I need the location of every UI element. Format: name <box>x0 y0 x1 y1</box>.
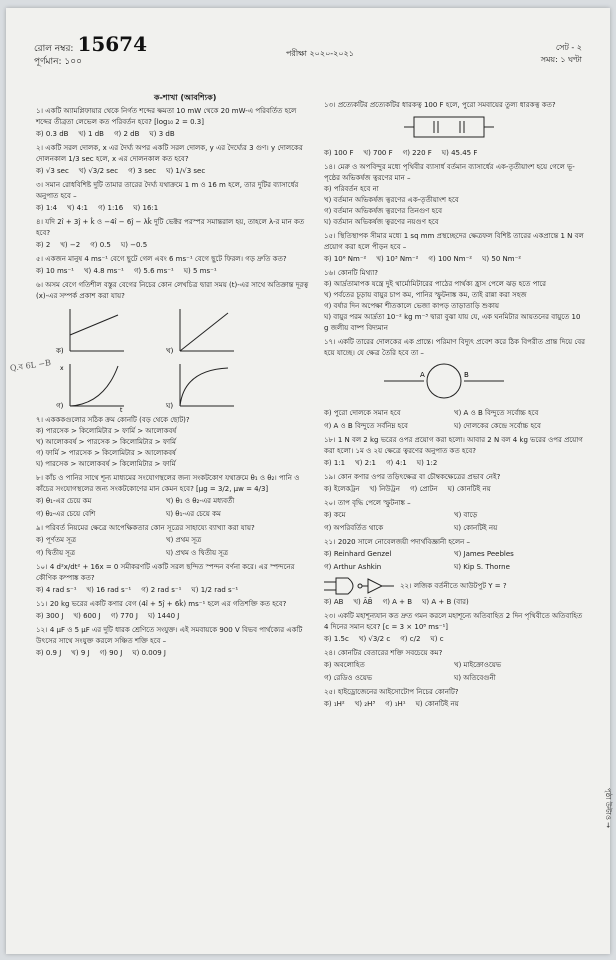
option: ক) পরিবর্তন হবে না <box>324 185 379 193</box>
options <box>324 660 586 684</box>
option: ঘ) 3 dB <box>149 130 175 138</box>
option: গ) 2 dB <box>113 130 140 138</box>
option: খ) 4:1 <box>67 204 88 212</box>
header-right <box>541 42 582 66</box>
option: গ) দ্বিতীয় সূত্র <box>36 549 76 557</box>
question-25: ২৫। হাইড্রোজেনের আইসোটোপ নিচের কোনটি? ক) ₁H² খ) ₂H³ গ) ₁H¹ ঘ) কোনটিই নয় <box>324 687 586 710</box>
options <box>36 496 312 520</box>
option: ক) পূর্ণতম সূত্র <box>36 536 76 544</box>
option: ঘ) 0.009 J <box>132 649 166 657</box>
option: ক) Reinhard Genzel <box>324 550 392 558</box>
option: গ) 220 F <box>402 149 432 157</box>
options <box>36 611 312 622</box>
option: ঘ) বর্তমান অভিকর্ষজ ত্বরণের নয়গুণ হবে <box>324 218 439 226</box>
capacitor-circuit-diagram <box>404 113 494 141</box>
question-8: ৮। কাঁচ ও পানির সাথে শূন্য মাধ্যমের সংযোগস্থলের জন্য সংকটকোণ যথাক্রমে θ₁ ও θ₂। পানি ও কাঁচের সংযোগস্থলের জন্য সংকটকোণের মান কেমন হবে? [μg = 3/2, μw = 4/3] ক) θ₁-এর চেয়ে কম খ) θ₁ ও θ₂-এর মধ্যবর্তী গ) θ₂-এর চেয়ে বেশি ঘ) θ₁-এর চেয়ে কম <box>36 473 312 520</box>
option-label: খ) <box>166 347 174 355</box>
option: ক) 0.9 J <box>36 649 62 657</box>
options <box>36 585 312 596</box>
option: ঘ) কোনটিই নয় <box>415 700 459 708</box>
options <box>324 484 586 495</box>
option: গ) 0.5 <box>90 241 111 249</box>
option: ঘ) কোনটিই নয় <box>454 524 498 532</box>
option: খ) 4.8 ms⁻¹ <box>83 267 124 275</box>
option: গ) অপরিবর্তিত থাকে <box>324 524 384 532</box>
wire-loop-diagram <box>384 361 504 401</box>
option: খ) θ₁ ও θ₂-এর মধ্যবর্তী <box>166 497 235 505</box>
option: গ) বর্ষার দিন অপেক্ষা শীতকালে ভেজা কাপড় তাড়াতাড়ি শুকায় <box>324 302 499 310</box>
option: গ) 1:16 <box>97 204 124 212</box>
question-18: ১৮। 1 N বল 2 kg ভরের ওপর প্রয়োগ করা হলো। আবার 2 N বল 4 kg ভরের ওপর প্রয়োগ করা হলো। ১ম ও ২য় ক্ষেত্রে ত্বরণের অনুপাত কত হবে? ক) 1:1 খ) 2:1 গ) 4:1 ঘ) 1:2 <box>324 435 586 469</box>
question-10: ১০। 4 d²x/dt² + 16x = 0 সমীকরণটি একটি সরল ছন্দিত স্পন্দন বর্ণনা করে। এর স্পন্দনের কৌণিক কম্পাঙ্ক কত? ক) 4 rad s⁻¹ খ) 16 rad s⁻¹ গ) 2 rad s⁻¹ ঘ) 1/2 rad s⁻¹ <box>36 562 312 596</box>
question-17: ১৭। একটি তারের দোলকের এক প্রান্তে। পরিমাণ বিদ্যুৎ প্রবেশ করে ঠিক বিপরীত প্রান্ত দিয়ে বের হয়ে যাচ্ছে। যে ক্ষেত্র তৈরি হবে তা – A B ক) পুরো দোলকে সমান হবে খ) A ও B বিন্দুতে সর্বোচ্চ হবে গ) A ও B বিন্দুতে সর্বনিম্ন হবে ঘ) দোলকের কেন্দ্রে সর্বোচ্চ হবে <box>324 338 585 430</box>
option: খ) 600 J <box>73 612 101 620</box>
question-11: ১১। 20 kg ভরের একটি কণার বেগ (4î + 5ĵ + 6k̂) ms⁻¹ হলে এর গতিশক্তি কত হবে? ক) 300 J খ) 600 J গ) 770 J ঘ) 1440 J <box>36 599 312 622</box>
option: খ) বাড়ে <box>454 511 478 519</box>
option: ক) ইলেকট্রন <box>324 485 360 493</box>
options <box>324 597 586 608</box>
graph-option-d <box>166 360 236 412</box>
graph-option-b <box>166 305 236 357</box>
right-column <box>324 100 586 713</box>
option: ক) 1:1 <box>324 459 346 467</box>
question-22 <box>324 576 586 608</box>
option: খ) −2 <box>60 241 81 249</box>
option: খ) 16 rad s⁻¹ <box>86 586 132 594</box>
axis-label-t: t <box>120 407 123 414</box>
question-5: ৫। একজন মানুষ 4 ms⁻¹ বেগে ছুটে গেল এবং 6 ms⁻¹ বেগে ছুটে ফিরল। গড় দ্রুতি কত? ক) 10 ms⁻¹ খ) 4.8 ms⁻¹ গ) 5.6 ms⁻¹ ঘ) 5 ms⁻¹ <box>36 254 312 277</box>
option: ক) 0.3 dB <box>36 130 69 138</box>
option-label: ক) <box>56 347 64 355</box>
option: ঘ) পারসেক > আলোকবর্ষ > কিলোমিটার > ফার্মি <box>36 460 176 468</box>
option: গ) 5.6 ms⁻¹ <box>133 267 174 275</box>
option: ঘ) −0.5 <box>120 241 148 249</box>
option: গ) A ও B বিন্দুতে সর্বনিম্ন হবে <box>324 422 408 430</box>
exam-title: পরীক্ষা ২০২০-২০২১ <box>286 49 354 58</box>
question-9: ৯। পরিবর্ত নিয়মের ক্ষেত্রে আপেক্ষিকতার কোন সূত্রের সাহায্যে ব্যাখ্যা করা যায়? ক) পূর্ণতম সূত্র খ) প্রথম সূত্র গ) দ্বিতীয় সূত্র ঘ) প্রথম ও দ্বিতীয় সূত্র <box>36 523 312 559</box>
question-12: ১২। 4 μF ও 5 μF এর দুটি ধারক শ্রেণিতে সংযুক্ত। এই সমবায়কে 900 V বিভব পার্থক্যের একটি উৎসের সাথে সংযুক্ত করলে সঞ্চিত শক্তি হবে – ক) 0.9 J খ) 9 J গ) 90 J ঘ) 0.009 J <box>36 625 312 659</box>
option: গ) 770 J <box>110 612 138 620</box>
option: ঘ) দোলকের কেন্দ্রে সর্বোচ্চ হবে <box>454 422 541 430</box>
question-19: ১৯। কোন কণার ওপর তড়িৎক্ষেত্র বা চৌম্বকক্ষেত্রের প্রভাব নেই? ক) ইলেকট্রন খ) নিউট্রন গ) প্রোটন ঘ) কোনটিই নয় <box>324 472 586 495</box>
option: ক) θ₁-এর চেয়ে কম <box>36 497 92 505</box>
option: গ) 100 Nm⁻² <box>428 255 473 263</box>
option: খ) James Peebles <box>454 550 514 558</box>
option: ক) অবলোহিত <box>324 661 365 669</box>
option: ক) 300 J <box>36 612 64 620</box>
option: খ) √3/2 sec <box>78 167 119 175</box>
question-15: ১৫। স্থিতিস্থাপক সীমার মধ্যে 1 sq mm প্রস্থচ্ছেদের ক্ষেত্রফল বিশিষ্ট তারের একপ্রান্তে 1 N বল প্রয়োগ করা হলে পীড়ন হবে – ক) 10⁶ Nm⁻² খ) 10³ Nm⁻² গ) 100 Nm⁻² ঘ) 50 Nm⁻² <box>324 231 586 265</box>
point-b-label: B <box>464 371 469 379</box>
option: ক) আর্দ্রতামাপক যন্ত্রে দুই থার্মোমিটারের পাঠের পার্থক্য হ্রাস পেলে ঝড় হতে পারে <box>324 280 547 288</box>
option: ঘ) 16:1 <box>133 204 159 212</box>
option: ঘ) 1440 J <box>147 612 180 620</box>
question-14: ১৪। মেরু ও অপবিন্দুর মধ্যে পৃথিবীর ব্যাসার্ধ বর্তমান ব্যাসার্ধের এক-তৃতীয়াংশ হয়ে গেলে ভূ-পৃষ্ঠের অভিকর্ষজ ত্বরণের মান – ক) পরিবর্তন হবে না খ) বর্তমান অভিকর্ষজ ত্বরণের এক-তৃতীয়াংশ হবে গ) বর্তমান অভিকর্ষজ ত্বরণের তিনগুণ হবে ঘ) বর্তমান অভিকর্ষজ ত্বরণের নয়গুণ হবে <box>324 162 586 228</box>
option: খ) 2:1 <box>355 459 376 467</box>
option: ক) 1.5c <box>324 635 349 643</box>
options <box>36 203 312 214</box>
option: খ) নিউট্রন <box>369 485 400 493</box>
option: খ) 1 dB <box>78 130 104 138</box>
option: খ) 700 F <box>363 149 393 157</box>
set-label: সেট - ২ <box>555 43 582 52</box>
options <box>324 699 586 710</box>
graph-options-row-1 <box>56 305 312 357</box>
option: ক) কমে <box>324 511 346 519</box>
roll-label: রোল নম্বর: <box>34 44 74 54</box>
graph-option-a <box>56 305 126 357</box>
option: ক) 2 <box>36 241 51 249</box>
question-23: ২৩। একটি মহাশূন্যযান কত দ্রুত গমন করলে মহাশূন্যে অতিবাহিত 2 দিন পৃথিবীতে অতিবাহিত 4 দিনের সমান হবে? [c = 3 × 10⁸ ms⁻¹] ক) 1.5c খ) √3/2 c গ) c/2 ঘ) c <box>324 611 586 645</box>
option: খ) প্রথম সূত্র <box>166 536 202 544</box>
axis-label-x: x <box>60 365 64 372</box>
option: ঘ) কোনটিই নয় <box>447 485 491 493</box>
option: ঘ) বায়ুর পরম আর্দ্রতা 10⁻² kg m⁻³ দ্বারা বুঝা যায় যে, এক ঘনমিটার আয়তনের বায়ুতে 10 g জলীয় বাষ্প বিদ্যমান <box>324 313 581 332</box>
option: ঘ) θ₁-এর চেয়ে কম <box>166 510 221 518</box>
question-1: ১। একটি অ্যামপ্লিফায়ার থেকে নির্গত শব্দের ক্ষমতা 10 mW থেকে 20 mW-এ পরিবর্তিত হলে শব্দের তীব্রতা লেভেল কত পরিবর্তন হবে? [log₁₀ 2 = 0.3] ক) 0.3 dB খ) 1 dB গ) 2 dB ঘ) 3 dB <box>36 106 312 140</box>
option: গ) Arthur Ashkin <box>324 563 382 571</box>
option: ক) ₁H² <box>324 700 345 708</box>
options <box>324 148 586 159</box>
option: গ) c/2 <box>400 635 421 643</box>
option: ঘ) Kip S. Thorne <box>454 563 510 571</box>
option: খ) A ও B বিন্দুতে সর্বোচ্চ হবে <box>454 409 539 417</box>
options <box>36 166 312 177</box>
option: ঘ) 50 Nm⁻² <box>482 255 522 263</box>
options <box>324 549 586 573</box>
options <box>36 129 312 140</box>
option: গ) 4:1 <box>385 459 407 467</box>
option: ঘ) 45.45 F <box>441 149 478 157</box>
option: খ) ₂H³ <box>354 700 376 708</box>
option: খ) 10³ Nm⁻² <box>376 255 419 263</box>
question-4: ৪। যদি 2î + 3ĵ + k̂ ও −4î − 6ĵ − λk̂ দুটি ভেক্টর পরস্পর সমান্তরাল হয়, তাহলে λ-র মান কত হবে? ক) 2 খ) −2 গ) 0.5 ঘ) −0.5 <box>36 217 312 251</box>
margin-handwriting: Q.ব 6L −B <box>9 358 52 373</box>
option: খ) √3/2 c <box>358 635 391 643</box>
option: ঘ) 5 ms⁻¹ <box>183 267 217 275</box>
time-label: সময়: ১ ঘণ্টা <box>540 55 582 64</box>
option: গ) A + B <box>382 598 413 606</box>
option: ক) 10 ms⁻¹ <box>36 267 74 275</box>
question-7: ৭। একককগুলোর সঠিক ক্রম কোনটি (বড় থেকে ছোট)? ক) পারসেক > কিলোমিটার > ফার্মি > আলোকবর্ষ খ) আলোকবর্ষ > পারসেক > কিলোমিটার > ফার্মি গ) ফার্মি > পারসেক > কিলোমিটার > আলোকবর্ষ ঘ) পারসেক > আলোকবর্ষ > কিলোমিটার > ফার্মি <box>36 415 312 470</box>
left-column <box>36 106 312 662</box>
option: ঘ) c <box>430 635 444 643</box>
options <box>324 254 586 265</box>
exam-sheet <box>6 8 610 954</box>
option: গ) 3 sec <box>128 167 157 175</box>
options <box>36 240 312 251</box>
question-13: ১৩। প্রত্যেকটির প্রত্যেকটির ধারকত্ব 100 F হলে, পুরো সমবায়ের তুল্য ধারকত্ব কত? ক) 100 F খ) 700 F গ) 220 F ঘ) 45.45 F <box>324 100 586 159</box>
option: ঘ) 1/2 rad s⁻¹ <box>191 586 239 594</box>
option: খ) মাইক্রোওয়েভ <box>454 661 502 669</box>
option: খ) আলোকবর্ষ > পারসেক > কিলোমিটার > ফার্মি <box>36 438 176 446</box>
option: ঘ) 1:2 <box>416 459 438 467</box>
option: ক) 4 rad s⁻¹ <box>36 586 77 594</box>
question-3: ৩। সমান রোধবিশিষ্ট দুটি তামার তারের দৈর্ঘ্য যথাক্রমে 1 m ও 16 m হলে, তার দুটির ব্যাসার্ধের অনুপাত হবে – ক) 1:4 খ) 4:1 গ) 1:16 ঘ) 16:1 <box>36 180 312 214</box>
option: গ) 90 J <box>99 649 123 657</box>
section-title: ক-শাখা (আবশ্যিক) <box>154 93 217 102</box>
question-20: ২০। তাপ বৃদ্ধি পেলে স্ফুটনাঙ্ক – ক) কমে খ) বাড়ে গ) অপরিবর্তিত থাকে ঘ) কোনটিই নয় <box>324 498 586 534</box>
page-turn-note: পৃষ্ঠা উল্টাও → <box>604 787 612 828</box>
option: গ) ₁H¹ <box>385 700 406 708</box>
options <box>324 458 586 469</box>
options <box>324 510 586 534</box>
option: খ) 9 J <box>71 649 90 657</box>
options <box>324 634 586 645</box>
graph-options-row-2 <box>56 360 312 412</box>
logic-gate-row: ২২। লজিক বর্তনীতে আউটপুট Y = ? <box>324 576 586 596</box>
question-16: ১৬। কোনটি মিথ্যা? ক) আর্দ্রতামাপক যন্ত্রে দুই থার্মোমিটারের পাঠের পার্থক্য হ্রাস পেলে ঝড় হতে পারে খ) পর্বতের চূড়ায় বায়ুর চাপ কম, পানির স্ফুটনাঙ্ক কম, তাই রান্না করা সহজ গ) বর্ষার দিন অপেক্ষা শীতকালে ভেজা কাপড় তাড়াতাড়ি শুকায় ঘ) বায়ুর পরম আর্দ্রতা 10⁻² kg m⁻³ দ্বারা বুঝা যায় যে, এক ঘনমিটার আয়তনের বায়ুতে 10 g জলীয় বাষ্প বিদ্যমান <box>324 268 586 334</box>
option: ক) AB <box>324 598 344 606</box>
question-2: ২। একটি সরল দোলক, x এর দৈর্ঘ্য অপর একটি সরল দোলক, y এর দৈর্ঘ্যের 3 গুণ। y দোলকের দোলনকাল 1/3 sec হলে, x এর দোলনকাল কত হবে? ক) √3 sec খ) √3/2 sec গ) 3 sec ঘ) 1/√3 sec <box>36 143 312 177</box>
full-marks: পূর্ণমান: ১০০ <box>34 57 82 67</box>
roll-number: 15674 <box>77 32 148 56</box>
option: ক) 100 F <box>324 149 354 157</box>
option: গ) 2 rad s⁻¹ <box>141 586 182 594</box>
options <box>36 535 312 559</box>
logic-gate-diagram <box>324 576 394 596</box>
options <box>324 408 586 432</box>
point-a-label: A <box>420 371 425 379</box>
header-left <box>34 32 148 69</box>
option: খ) পর্বতের চূড়ায় বায়ুর চাপ কম, পানির স্ফুটনাঙ্ক কম, তাই রান্না করা সহজ <box>324 291 527 299</box>
options <box>36 266 312 277</box>
option: ক) পারসেক > কিলোমিটার > ফার্মি > আলোকবর্ষ <box>36 427 177 435</box>
option: খ) ĀB̄ <box>353 598 373 606</box>
option: খ) বর্তমান অভিকর্ষজ ত্বরণের এক-তৃতীয়াংশ হবে <box>324 196 459 204</box>
option: গ) বর্তমান অভিকর্ষজ ত্বরণের তিনগুণ হবে <box>324 207 442 215</box>
option-label: ঘ) <box>166 402 174 410</box>
option: ঘ) প্রথম ও দ্বিতীয় সূত্র <box>166 549 229 557</box>
question-24: ২৪। কোনটির বেতারের শক্তি সবচেয়ে কম? ক) অবলোহিত খ) মাইক্রোওয়েভ গ) রেডিও ওয়েভ ঘ) অতিবেগুনী <box>324 648 586 684</box>
graph-option-c <box>56 360 126 412</box>
option: ঘ) 1/√3 sec <box>166 167 206 175</box>
question-6: ৬। অসম বেগে গতিশীল বস্তুর বেগের নিচের কোন লেখচিত্র দ্বারা সময় (t)-এর সাথে অতিক্রান্ত দূরত্ব (x)-এর সম্পর্ক প্রকাশ করা যায়? ক) খ) গ) x t ঘ) <box>36 280 312 412</box>
option: গ) θ₂-এর চেয়ে বেশি <box>36 510 96 518</box>
option: ঘ) অতিবেগুনী <box>454 674 496 682</box>
option: গ) ফার্মি > পারসেক > কিলোমিটার > আলোকবর্ষ <box>36 449 176 457</box>
question-21: ২১। 2020 সালে নোবেলজয়ী পদার্থবিজ্ঞানী হলেন – ক) Reinhard Genzel খ) James Peebles গ) Arthur Ashkin ঘ) Kip S. Thorne <box>324 537 586 573</box>
options <box>36 648 312 659</box>
option: ক) 1:4 <box>36 204 58 212</box>
option: ক) √3 sec <box>36 167 69 175</box>
option: ক) পুরো দোলকে সমান হবে <box>324 409 401 417</box>
option: গ) রেডিও ওয়েভ <box>324 674 373 682</box>
option: ক) 10⁶ Nm⁻² <box>324 255 367 263</box>
option-label: গ) <box>56 402 64 410</box>
option: গ) প্রোটন <box>409 485 438 493</box>
option: ঘ) A + B (বার) <box>422 598 469 606</box>
